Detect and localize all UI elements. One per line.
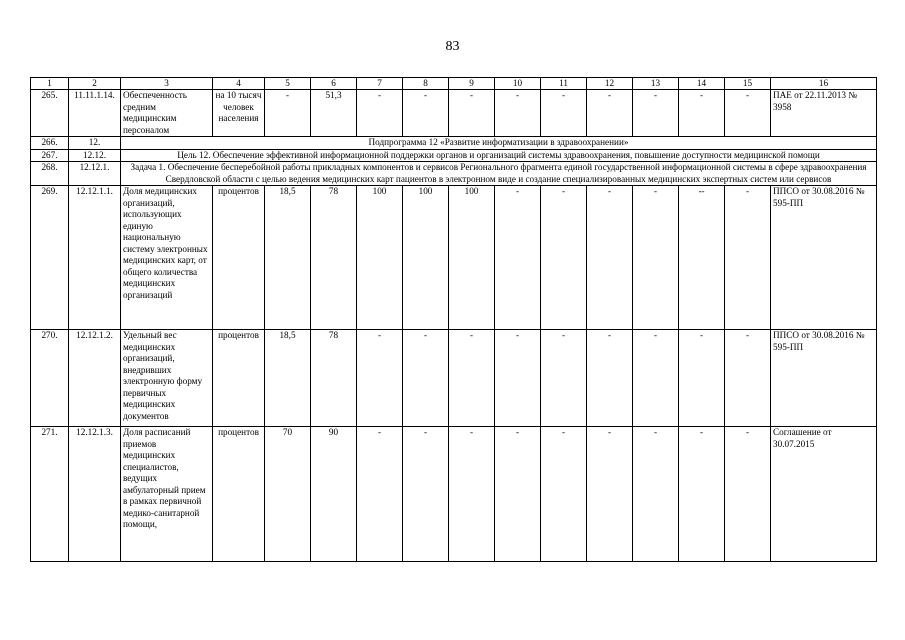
value-cell: - [541,186,587,330]
value-cell: - [541,90,587,137]
value-cell: - [725,90,771,137]
header-cell: 13 [633,78,679,90]
row-number: 268. [31,162,69,186]
value-cell: - [725,330,771,427]
row-number: 266. [31,137,69,150]
row-code: 12.12. [69,149,121,162]
header-cell: 1 [31,78,69,90]
value-cell: 100 [357,186,403,330]
header-cell: 2 [69,78,121,90]
value-cell: - [541,330,587,427]
unit: процентов [213,186,265,330]
unit: процентов [213,427,265,562]
value-cell: - [679,427,725,562]
value-cell: - [725,427,771,562]
indicator-name: Доля расписаний приемов медицинских специалистов, ведущих амбулаторный прием в рамках первичной медико-санитарной помощи, [121,427,213,562]
value-cell: - [449,90,495,137]
table-row [31,427,877,562]
header-cell: 5 [265,78,311,90]
row-number: 269. [31,186,69,330]
value-cell: 70 [265,427,311,562]
header-cell: 12 [587,78,633,90]
row-code: 12.12.1. [69,162,121,186]
value-cell: 100 [449,186,495,330]
value-cell: - [495,90,541,137]
source-document: ПАЕ от 22.11.2013 № 3958 [771,90,877,137]
row-code: 11.11.1.14. [69,90,121,137]
header-cell: 16 [771,78,877,90]
table-row [31,90,877,137]
value-cell: - [403,427,449,562]
indicator-name: Обеспеченность средним медицинским персоналом [121,90,213,137]
row-code: 12.12.1.2. [69,330,121,427]
value-cell: - [679,330,725,427]
value-cell: - [587,427,633,562]
row-number: 271. [31,427,69,562]
value-cell: - [357,330,403,427]
value-cell: - [449,427,495,562]
indicator-name: Доля медицинских организаций, использующих единую национальную систему электронных медицинских карт, от общего количества медицинских организаций [121,186,213,330]
value-cell: - [403,330,449,427]
unit: процентов [213,330,265,427]
goal-text: Цель 12. Обеспечение эффективной информационной поддержки органов и организаций системы здравоохранения, повышение доступности медицинской помощи [121,149,877,162]
header-cell: 10 [495,78,541,90]
value-cell: - [357,427,403,562]
indicators-table [30,77,877,562]
row-number: 270. [31,330,69,427]
header-cell: 7 [357,78,403,90]
value-cell: - [587,90,633,137]
value-cell: - [587,330,633,427]
value-cell: 100 [403,186,449,330]
source-document: ППСО от 30.08.2016 № 595-ПП [771,330,877,427]
header-cell: 6 [311,78,357,90]
value-cell: - [265,90,311,137]
table-row [31,149,877,162]
header-cell: 9 [449,78,495,90]
header-cell: 15 [725,78,771,90]
task-text: Задача 1. Обеспечение бесперебойной работы прикладных компонентов и сервисов Регионального фрагмента единой государственной информационной системы в сфере здравоохранения Свердловской области с целью ведения медицинских карт пациентов в электронном виде и создание специализированных медицинских экспертных систем или сервисов [121,162,877,186]
row-code: 12.12.1.3. [69,427,121,562]
value-cell: 51,3 [311,90,357,137]
value-cell: - [403,90,449,137]
table-row [31,330,877,427]
header-cell: 4 [213,78,265,90]
value-cell: - [357,90,403,137]
unit: на 10 тысяч человек населения [213,90,265,137]
table-row [31,137,877,150]
value-cell: 78 [311,186,357,330]
value-cell: - [541,427,587,562]
indicator-name: Удельный вес медицинских организаций, внедривших электронную форму первичных медицинских документов [121,330,213,427]
value-cell: - [495,427,541,562]
source-document: ППСО от 30.08.2016 № 595-ПП [771,186,877,330]
value-cell: 18,5 [265,186,311,330]
source-document: Соглашение от 30.07.2015 [771,427,877,562]
value-cell: 90 [311,427,357,562]
row-number: 265. [31,90,69,137]
header-cell: 3 [121,78,213,90]
header-cell: 8 [403,78,449,90]
header-row [31,78,877,90]
header-cell: 11 [541,78,587,90]
page-number: 83 [445,39,460,54]
row-code: 12. [69,137,121,150]
value-cell: - [495,330,541,427]
row-number: 267. [31,149,69,162]
value-cell: - [449,330,495,427]
table-row [31,186,877,330]
subprogram-title: Подпрограмма 12 «Развитие информатизации в здравоохранении» [121,137,877,150]
value-cell: 78 [311,330,357,427]
row-code: 12.12.1.1. [69,186,121,330]
value-cell: - [633,186,679,330]
value-cell: - [679,90,725,137]
header-cell: 14 [679,78,725,90]
value-cell: - [587,186,633,330]
value-cell: - [633,90,679,137]
value-cell: - [633,330,679,427]
value-cell: - [633,427,679,562]
value-cell: 18,5 [265,330,311,427]
value-cell: -- [679,186,725,330]
table-row [31,162,877,186]
value-cell: - [725,186,771,330]
value-cell: - [495,186,541,330]
